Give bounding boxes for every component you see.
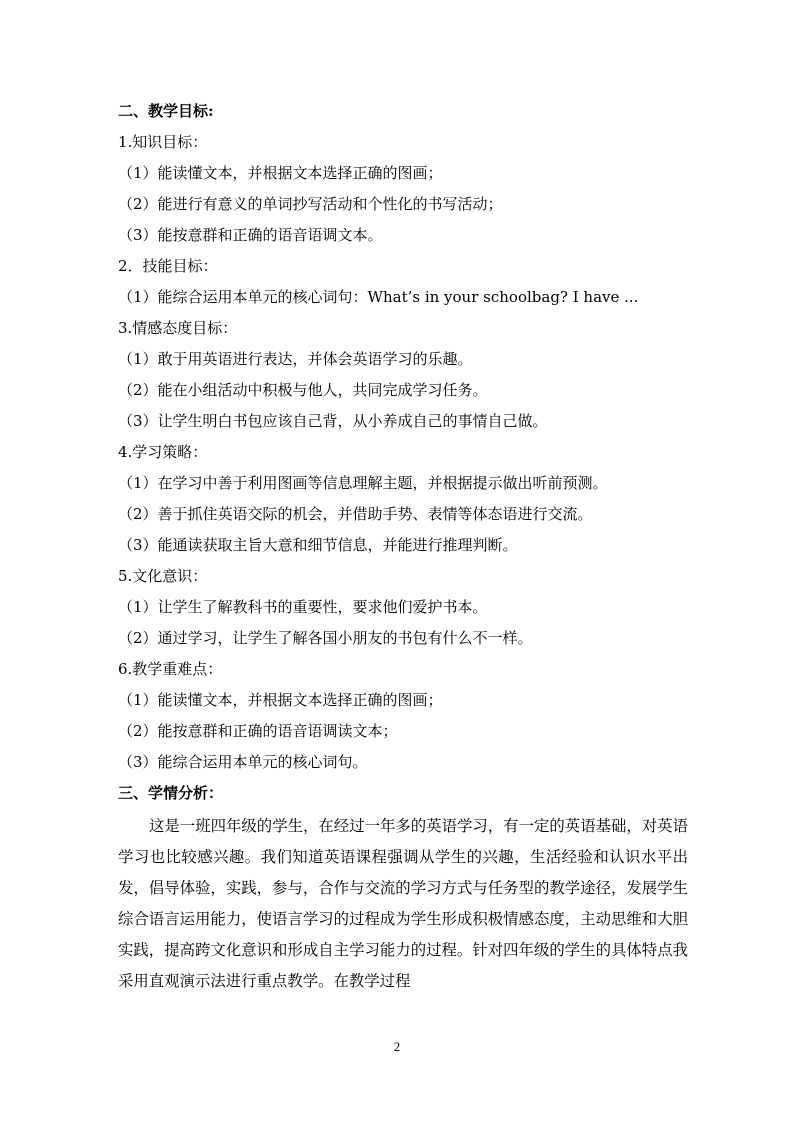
list-item: （3）让学生明白书包应该自己背，从小养成自己的事情自己做。: [118, 412, 548, 430]
subheading-key-difficulties: 6.教学重难点：: [118, 660, 223, 678]
list-item: （2）通过学习，让学生了解各国小朋友的书包有什么不一样。: [118, 629, 533, 647]
list-item: （2）善于抓住英语交际的机会，并借助手势、表情等体态语进行交流。: [118, 505, 593, 523]
subheading-knowledge-goals: 1.知识目标：: [118, 133, 208, 151]
list-item: （3）能综合运用本单元的核心词句。: [118, 753, 368, 771]
list-item: （2）能进行有意义的单词抄写活动和个性化的书写活动；: [118, 195, 503, 213]
subheading-cultural-awareness: 5.文化意识：: [118, 567, 208, 585]
list-item: （1）让学生了解教科书的重要性，要求他们爱护书本。: [118, 598, 488, 616]
document-body: [118, 96, 688, 997]
list-item: （3）能按意群和正确的语音语调文本。: [118, 226, 383, 244]
list-item: （1）敢于用英语进行表达，并体会英语学习的乐趣。: [118, 350, 473, 368]
list-item: （1）能综合运用本单元的核心词句：What’s in your schoolbag? I have ...: [118, 288, 639, 306]
list-item: （2）能按意群和正确的语音语调读文本；: [118, 722, 398, 740]
subheading-attitude-goals: 3.情感态度目标：: [118, 319, 238, 337]
section-heading-student-analysis: 三、学情分析：: [118, 784, 224, 802]
section-heading-objectives: 二、教学目标:: [118, 102, 214, 120]
list-item: （3）能通读获取主旨大意和细节信息，并能进行推理判断。: [118, 536, 518, 554]
subheading-skill-goals: 2．技能目标：: [118, 257, 218, 275]
list-item: （1）能读懂文本，并根据文本选择正确的图画；: [118, 164, 443, 182]
subheading-learning-strategies: 4.学习策略：: [118, 443, 208, 461]
list-item: （1）能读懂文本，并根据文本选择正确的图画；: [118, 691, 443, 709]
list-item: （2）能在小组活动中积极与他人，共同完成学习任务。: [118, 381, 488, 399]
page-number: 2: [393, 1039, 401, 1054]
body-paragraph: 这是一班四年级的学生，在经过一年多的英语学习，有一定的英语基础，对英语学习也比较感兴趣。我们知道英语课程强调从学生的兴趣，生活经验和认识水平出发，倡导体验，实践，参与，合作与交流的学习方式与任务型的教学途径，发展学生综合语言运用能力，使语言学习的过程成为学生形成积极情感态度，主动思维和大胆实践，提高跨文化意识和形成自主学习能力的过程。针对四年级的学生的具体特点我采用直观演示法进行重点教学。在教学过程: [118, 817, 688, 990]
list-item: （1）在学习中善于利用图画等信息理解主题，并根据提示做出听前预测。: [118, 474, 608, 492]
